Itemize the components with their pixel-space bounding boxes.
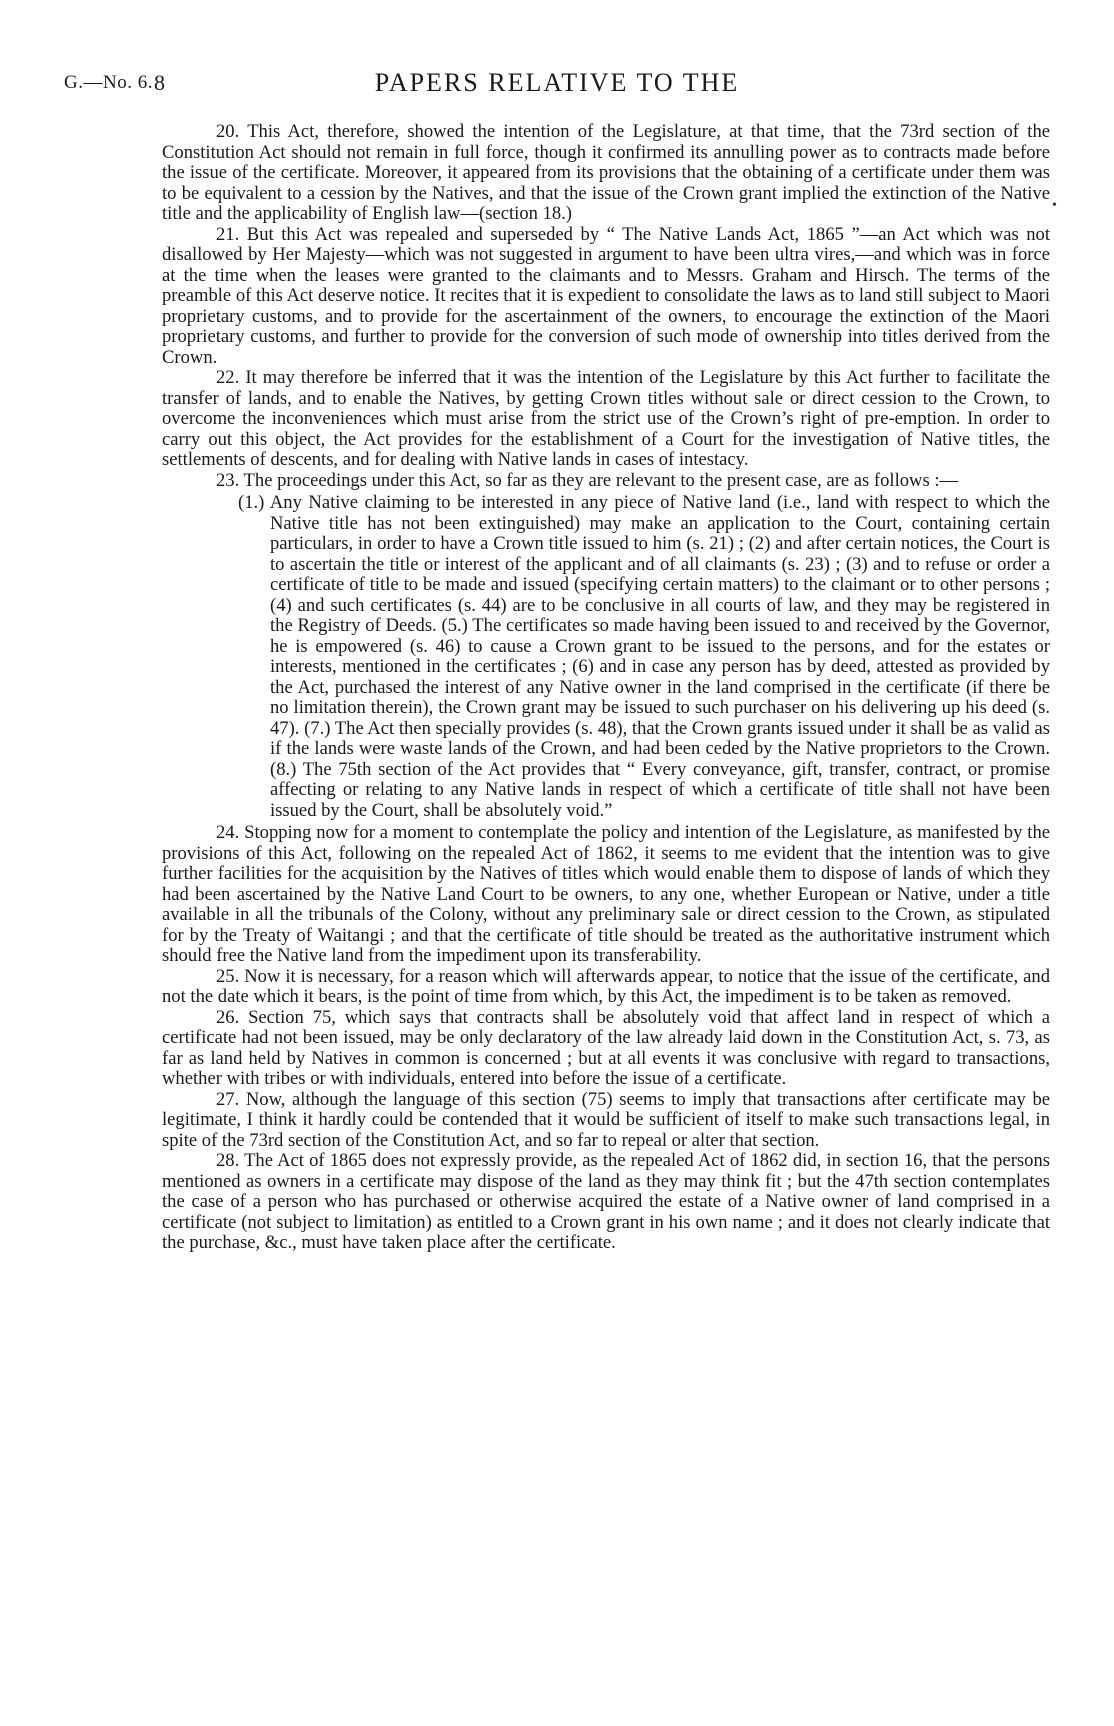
paragraph-20: 20. This Act, therefore, showed the intention of the Legislature, at that time, that the 73rd section of the Constitution Act should not remain in full force, though it confirmed its annulling power as to contracts made before the issue of the certificate. Moreover, it appeared from its provisions that the obtaining of a certificate under them was to be equivalent to a cession by the Natives, and that the issue of the Crown grant implied the extinction of the Native title and the applicability of English law—(section 18.)	[162, 121, 1050, 224]
document-reference: G.—No. 6.	[64, 72, 153, 93]
paragraph-25: 25. Now it is necessary, for a reason which will afterwards appear, to notice that the issue of the certificate, and not the date which it bears, is the point of time from which, by this Act, the impediment is to be taken as removed.	[162, 965, 1050, 1007]
page-header	[64, 68, 1050, 102]
paragraph-22: 22. It may therefore be inferred that it was the intention of the Legislature by this Act further to facilitate the transfer of lands, and to enable the Natives, by getting Crown titles without sale or direct cession to the Crown, to overcome the inconveniences which must arise from the strict use of the Crown’s right of pre-emption. In order to carry out this object, the Act provides for the establishment of a Court for the investigation of Native titles, the settlements of descents, and for dealing with Native lands in cases of intestacy.	[162, 367, 1050, 470]
paragraph-24: 24. Stopping now for a moment to contemplate the policy and intention of the Legislature, as manifested by the provisions of this Act, following on the repealed Act of 1862, it seems to me evident that the intention was to give further facilities for the acquisition by the Natives of titles which would enable them to dispose of lands of which they had been ascertained by the Native Land Court to be owners, to any one, whether European or Native, under a title available in all the tribunals of the Colony, without any preliminary sale or direct cession to the Crown, as stipulated for by the Treaty of Waitangi ; and that the certificate of title should be treated as the authoritative instrument which should free the Native land from the impediment upon its transferability.	[162, 822, 1050, 966]
print-speck: •	[1052, 198, 1057, 213]
proceedings-list: (1.) Any Native claiming to be interested in any piece of Native land (i.e., land with respect to which the Native title has not been extinguished) may make an application to the Court, containing certain particulars, in order to have a Crown title issued to him (s. 21) ; (2) and after certain notices, the Court is to ascertain the title or interest of the applicant and of all claimants (s. 23) ; (3) and to refuse or order a certificate of title to be made and issued (specifying certain matters) to the claimant or to other persons ; (4) and such certificates (s. 44) are to be conclusive in all courts of law, and they may be registered in the Registry of Deeds. (5.) The certificates so made having been issued to and received by the Governor, he is empowered (s. 46) to cause a Crown grant to be issued to the persons, and for the estates or interests, mentioned in the certificates ; (6) and in case any person has by deed, attested as provided by the Act, purchased the interest of any Native owner in the land comprised in the certificate (if there be no limitation therein), the Crown grant may be issued to such purchaser on his delivering up his deed (s. 47). (7.) The Act then specially provides (s. 48), that the Crown grants issued under it shall be as valid as if the lands were waste lands of the Crown, and had been ceded by the Native proprietors to the Crown. (8.) The 75th section of the Act provides that “ Every conveyance, gift, transfer, contract, or promise affecting or relating to any Native lands in respect of which a certificate of title shall not have been issued by the Court, shall be absolutely void.”	[238, 492, 1050, 821]
paragraph-26: 26. Section 75, which says that contracts shall be absolutely void that affect land in respect of which a certificate had not been issued, may be only declaratory of the law already laid down in the Constitution Act, s. 73, as far as land held by Natives in common is concerned ; but at all events it was conclusive with regard to transactions, whether with tribes or with individuals, entered into before the issue of a certificate.	[162, 1006, 1050, 1089]
running-title: PAPERS RELATIVE TO THE	[374, 68, 740, 97]
paragraph-27: 27. Now, although the language of this section (75) seems to imply that transactions after certificate may be legitimate, I think it hardly could be contended that it would be sufficient of itself to make such transactions legal, in spite of the 73rd section of the Constitution Act, and so far to repeal or alter that section.	[162, 1088, 1050, 1151]
page-number: 8	[154, 70, 165, 95]
paragraph-21: 21. But this Act was repealed and superseded by “ The Native Lands Act, 1865 ”—an Act which was not disallowed by Her Majesty—which was not suggested in argument to have been ultra vires,—and which was in force at the time when the leases were granted to the claimants and to Messrs. Graham and Hirsch. The terms of the preamble of this Act deserve notice. It recites that it is expedient to consolidate the laws as to land still subject to Maori proprietary customs, and to provide for the ascertainment of the owners, to encourage the extinction of the Maori proprietary customs, and further to provide for the conversion of such mode of ownership into titles derived from the Crown.	[162, 223, 1050, 368]
paragraph-23: 23. The proceedings under this Act, so far as they are relevant to the present case, are as follows :—	[216, 469, 959, 491]
document-body	[162, 122, 1050, 1254]
paragraph-28: 28. The Act of 1865 does not expressly provide, as the repealed Act of 1862 did, in section 16, that the persons mentioned as owners in a certificate may dispose of the land as they may think fit ; but the 47th section contemplates the case of a person who has purchased or otherwise acquired the estate of a Native owner of land comprised in a certificate (not subject to limitation) as entitled to a Crown grant in his own name ; and it does not clearly indicate that the purchase, &c., must have taken place after the certificate.	[162, 1150, 1050, 1253]
